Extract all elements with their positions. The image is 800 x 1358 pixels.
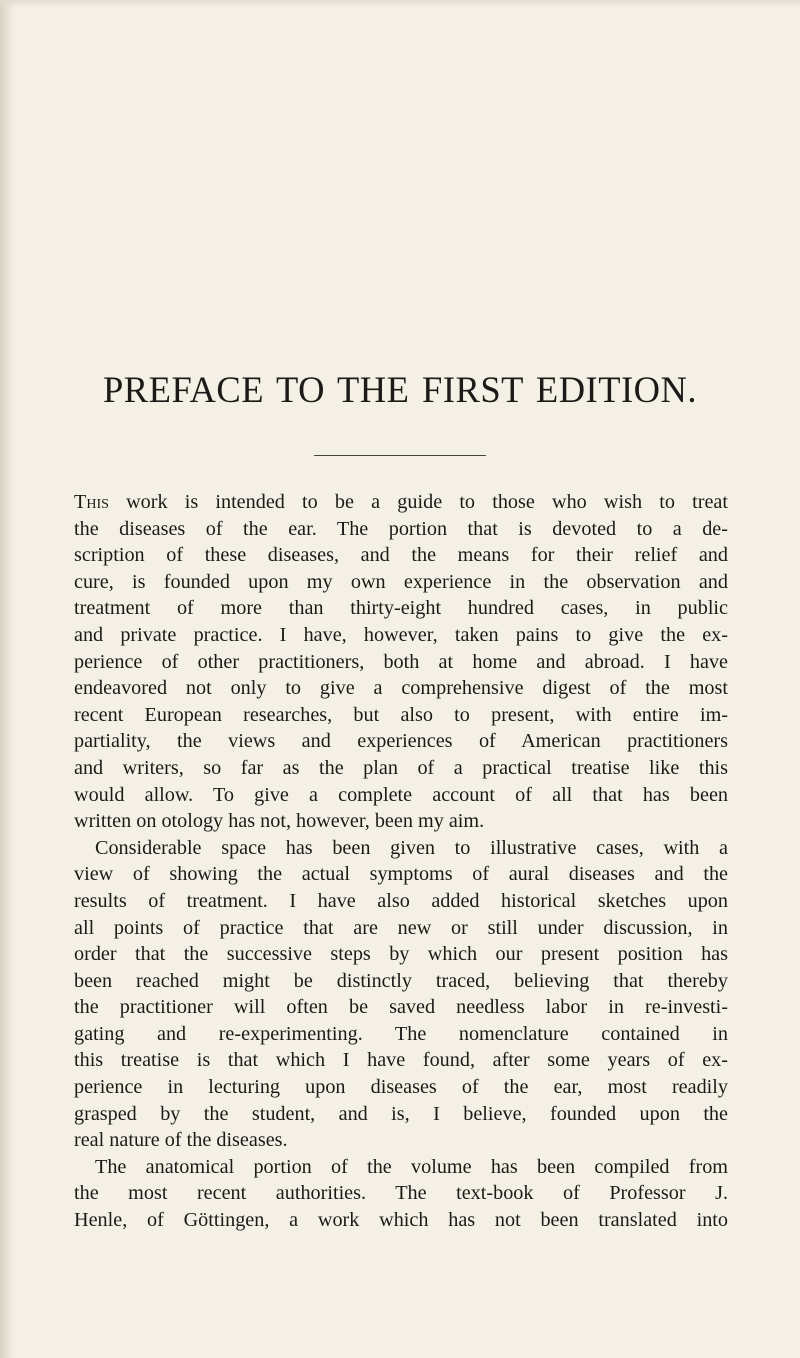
text-line: and private practice. I have, however, taken pains to give the ex- [74, 623, 728, 646]
text-line: Considerable space has been given to illustrative cases, with a [95, 836, 728, 859]
text-line: gating and re-experimenting. The nomenclature contained in [74, 1022, 728, 1045]
text-line: perience in lecturing upon diseases of the ear, most readily [74, 1076, 728, 1099]
text-line: The anatomical portion of the volume has been compiled from [95, 1155, 728, 1178]
text-line: the most recent authorities. The text-book of Professor J. [74, 1182, 728, 1205]
text-line: cure, is founded upon my own experience in the observation and [74, 570, 728, 593]
page-title: PREFACE TO THE FIRST EDITION. [103, 369, 697, 410]
text-line: all points of practice that are new or still under discussion, in [74, 916, 728, 939]
title-rule [314, 455, 486, 456]
text-line: view of showing the actual symptoms of aural diseases and the [74, 863, 728, 886]
text-line: recent European researches, but also to present, with entire im- [74, 703, 728, 726]
text-line: grasped by the student, and is, I believe, founded upon the [74, 1102, 728, 1125]
lead-word: This [74, 491, 109, 513]
text-line: the diseases of the ear. The portion that is devoted to a de- [74, 517, 728, 540]
text-line: written on otology has not, however, been my aim. [74, 810, 485, 833]
text-line: treatment of more than thirty-eight hundred cases, in public [74, 597, 728, 620]
page-top-shadow [0, 0, 800, 8]
text-line: this treatise is that which I have found, after some years of ex- [74, 1049, 728, 1072]
text-line: perience of other practitioners, both at home and abroad. I have [74, 650, 728, 673]
text-line: would allow. To give a complete account of all that has been [74, 783, 728, 806]
text-line: the practitioner will often be saved needless labor in re-investi- [74, 996, 728, 1019]
text-line: Henle, of Göttingen, a work which has not been translated into [74, 1209, 728, 1232]
text-line: endeavored not only to give a comprehensive digest of the most [74, 677, 728, 700]
text-line: real nature of the diseases. [74, 1129, 288, 1152]
text-line: scription of these diseases, and the means for their relief and [74, 544, 728, 567]
text-line: been reached might be distinctly traced, believing that thereby [74, 969, 728, 992]
text-line: and writers, so far as the plan of a practical treatise like this [74, 756, 728, 779]
text-line: results of treatment. I have also added historical sketches upon [74, 889, 728, 912]
text-line: partiality, the views and experiences of American practitioners [74, 730, 728, 753]
text-line: This work is intended to be a guide to those who wish to treat [74, 491, 728, 513]
preface-body [74, 489, 728, 1234]
page-edge-shadow [0, 0, 14, 1358]
text-line: order that the successive steps by which our present position has [74, 943, 728, 966]
